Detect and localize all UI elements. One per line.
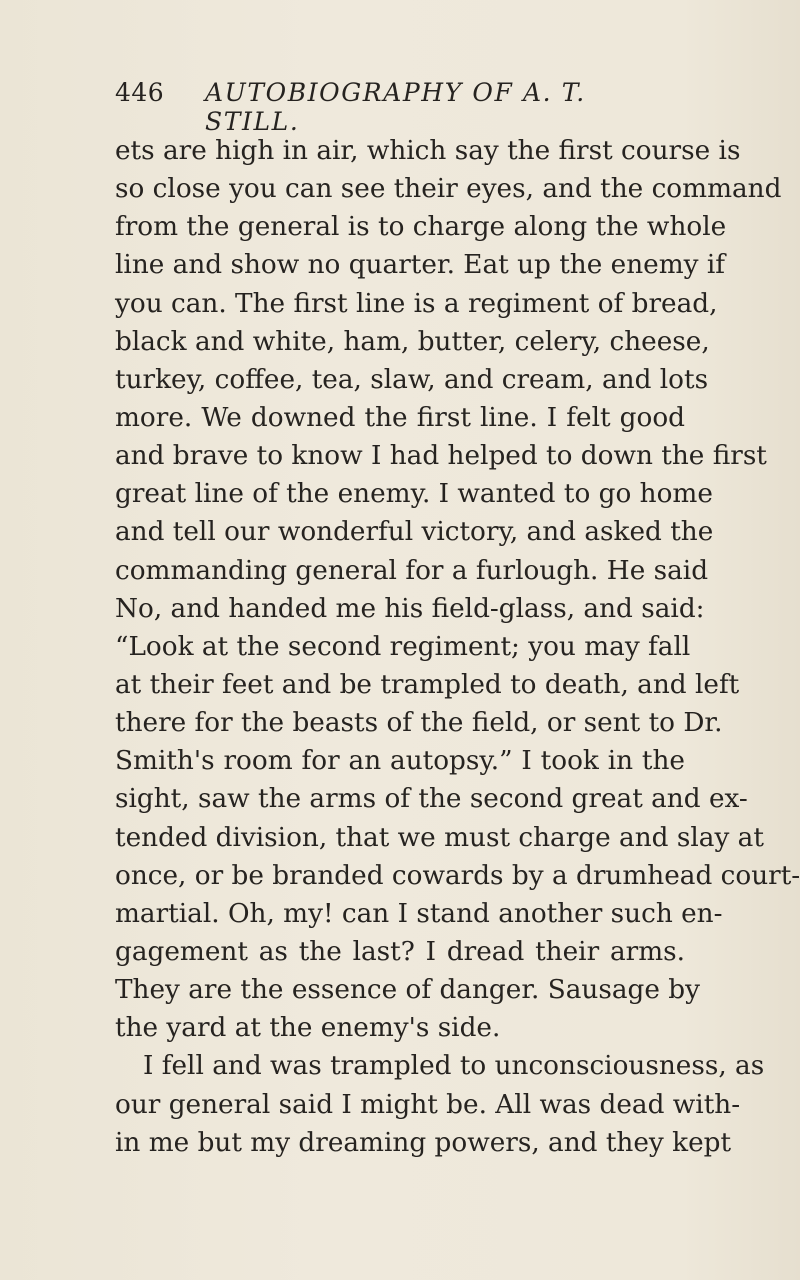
text-line: sight, saw the arms of the second great and ex- [115,784,748,815]
text-line: great line of the enemy. I wanted to go home [115,479,713,510]
text-line: gagement as the last? I dread their arms. [115,936,685,967]
page-header [115,78,675,136]
page-number: 446 [115,78,165,107]
text-line: tended division, that we must charge and slay at [115,822,764,853]
text-line: the yard at the enemy's side. [115,1013,501,1044]
text-line: once, or be branded cowards by a drumhead court- [115,860,800,891]
text-line: turkey, coffee, tea, slaw, and cream, and lots [115,364,709,395]
text-line: you can. The first line is a regiment of bread, [115,288,718,319]
text-line: martial. Oh, my! can I stand another such en- [115,898,723,929]
text-line: and tell our wonderful victory, and asked the [115,517,714,548]
text-line: commanding general for a furlough. He said [115,555,709,586]
text-line: I fell and was trampled to unconsciousness, as [143,1051,765,1082]
text-line: “Look at the second regiment; you may fall [115,631,691,662]
text-line: and brave to know I had helped to down the first [115,441,767,472]
text-line: so close you can see their eyes, and the command [115,174,782,205]
text-line: in me but my dreaming powers, and they kept [115,1127,732,1158]
text-line: more. We downed the first line. I felt good [115,402,685,433]
text-line: black and white, ham, butter, celery, cheese, [115,326,710,357]
text-line: from the general is to charge along the whole [115,212,727,243]
text-line: ets are high in air, which say the first course is [115,136,741,166]
text-line: No, and handed me his field-glass, and said: [115,593,705,624]
running-title: AUTOBIOGRAPHY OF A. T. STILL. [205,78,586,136]
text-line: They are the essence of danger. Sausage by [115,975,700,1006]
text-line: line and show no quarter. Eat up the enemy if [115,250,726,281]
body-text [115,132,800,1162]
text-line: Smith's room for an autopsy.” I took in the [115,746,685,777]
text-line: our general said I might be. All was dead with- [115,1089,741,1120]
text-line: at their feet and be trampled to death, and left [115,669,740,700]
text-line: there for the beasts of the field, or sent to Dr. [115,708,723,739]
